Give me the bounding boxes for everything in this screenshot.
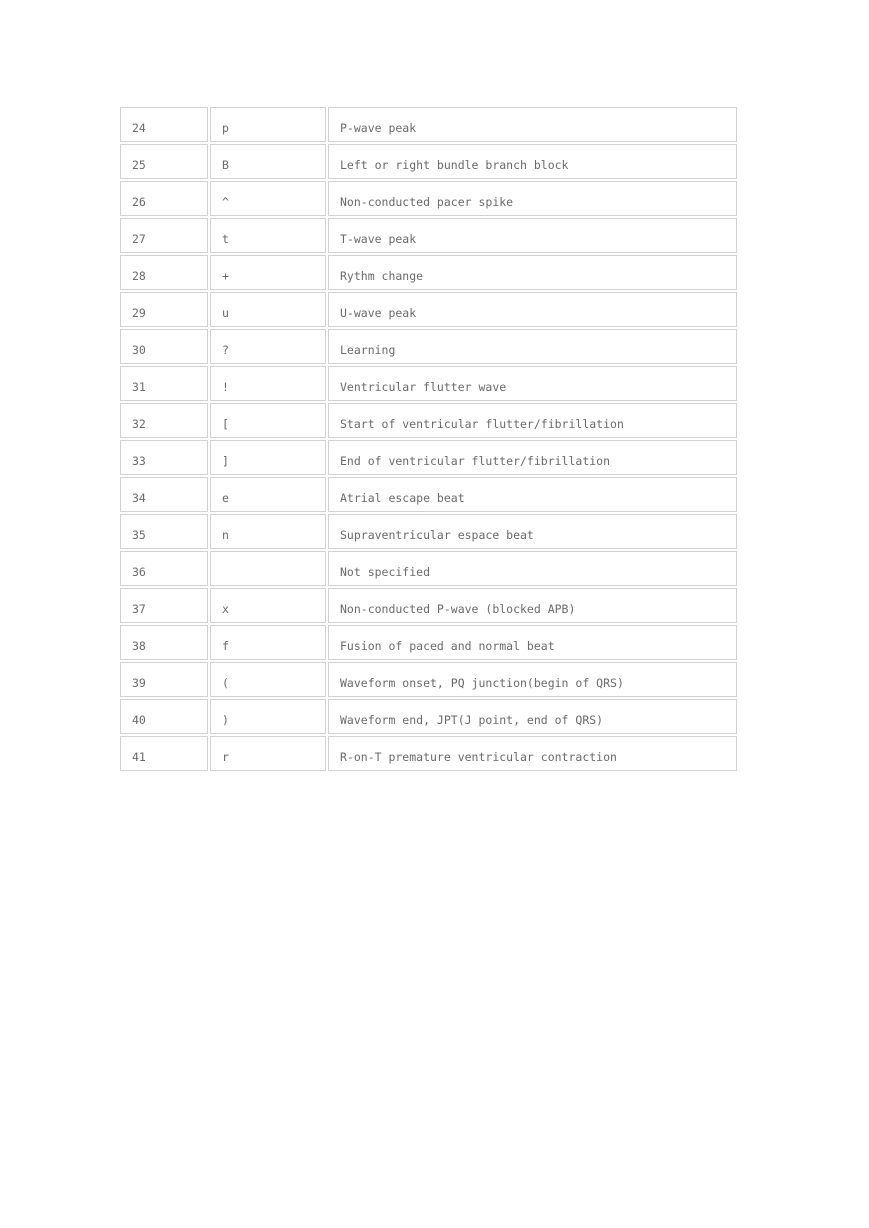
code-cell	[120, 403, 208, 438]
code-cell	[120, 218, 208, 253]
table-row	[120, 625, 737, 660]
description-cell	[328, 551, 737, 586]
code-cell-text: 28	[132, 268, 146, 283]
code-cell-text: 36	[132, 564, 146, 579]
symbol-cell-text: [	[222, 416, 229, 431]
description-cell-text: R-on-T premature ventricular contraction	[340, 749, 617, 764]
symbol-cell	[210, 107, 326, 142]
symbol-cell-text: r	[222, 749, 229, 764]
description-cell	[328, 255, 737, 290]
table-body	[120, 107, 737, 771]
code-cell-text: 35	[132, 527, 146, 542]
table-row	[120, 107, 737, 142]
symbol-cell	[210, 255, 326, 290]
description-cell	[328, 366, 737, 401]
symbol-cell	[210, 440, 326, 475]
description-cell-text: U-wave peak	[340, 305, 417, 320]
code-cell-text: 38	[132, 638, 146, 653]
symbol-cell-text: )	[222, 712, 229, 727]
description-cell	[328, 662, 737, 697]
symbol-cell	[210, 514, 326, 549]
description-cell	[328, 736, 737, 771]
code-cell	[120, 144, 208, 179]
code-cell	[120, 329, 208, 364]
symbol-cell-text: e	[222, 490, 229, 505]
description-cell	[328, 440, 737, 475]
description-cell-text: Fusion of paced and normal beat	[340, 638, 555, 653]
description-cell	[328, 514, 737, 549]
code-cell-text: 41	[132, 749, 146, 764]
code-cell-text: 27	[132, 231, 146, 246]
description-cell-text: Waveform onset, PQ junction(begin of QRS)	[340, 675, 624, 690]
symbol-cell-text: !	[222, 379, 229, 394]
description-cell-text: T-wave peak	[340, 231, 417, 246]
code-cell	[120, 736, 208, 771]
symbol-cell	[210, 625, 326, 660]
table-row	[120, 403, 737, 438]
code-cell-text: 31	[132, 379, 146, 394]
description-cell	[328, 144, 737, 179]
code-cell-text: 32	[132, 416, 146, 431]
symbol-cell-text: ?	[222, 342, 229, 357]
code-cell	[120, 107, 208, 142]
description-cell	[328, 292, 737, 327]
code-cell	[120, 699, 208, 734]
description-cell-text: Learning	[340, 342, 396, 357]
description-cell-text: Ventricular flutter wave	[340, 379, 507, 394]
table-row	[120, 514, 737, 549]
symbol-cell-text: u	[222, 305, 229, 320]
code-cell-text: 24	[132, 120, 146, 135]
symbol-cell	[210, 699, 326, 734]
code-cell	[120, 514, 208, 549]
code-cell-text: 26	[132, 194, 146, 209]
symbol-cell-text: B	[222, 157, 229, 172]
symbol-cell-text: n	[222, 527, 229, 542]
code-cell-text: 25	[132, 157, 146, 172]
table-row	[120, 329, 737, 364]
symbol-cell-text: t	[222, 231, 229, 246]
table-row	[120, 588, 737, 623]
table-row	[120, 699, 737, 734]
code-cell-text: 30	[132, 342, 146, 357]
description-cell-text: Start of ventricular flutter/fibrillation	[340, 416, 624, 431]
description-cell-text: Rythm change	[340, 268, 424, 283]
annotation-code-table	[118, 105, 739, 773]
description-cell	[328, 218, 737, 253]
symbol-cell	[210, 477, 326, 512]
symbol-cell	[210, 662, 326, 697]
description-cell	[328, 477, 737, 512]
description-cell-text: Waveform end, JPT(J point, end of QRS)	[340, 712, 604, 727]
description-cell-text: Non-conducted P-wave (blocked APB)	[340, 601, 576, 616]
table-row	[120, 144, 737, 179]
symbol-cell	[210, 181, 326, 216]
code-cell	[120, 292, 208, 327]
description-cell-text: Non-conducted pacer spike	[340, 194, 514, 209]
symbol-cell	[210, 366, 326, 401]
code-cell-text: 29	[132, 305, 146, 320]
symbol-cell	[210, 403, 326, 438]
code-cell-text: 37	[132, 601, 146, 616]
description-cell	[328, 625, 737, 660]
code-cell	[120, 551, 208, 586]
table-row	[120, 551, 737, 586]
description-cell	[328, 588, 737, 623]
table-row	[120, 181, 737, 216]
description-cell-text: Supraventricular espace beat	[340, 527, 534, 542]
code-cell-text: 40	[132, 712, 146, 727]
description-cell-text: End of ventricular flutter/fibrillation	[340, 453, 611, 468]
table-row	[120, 366, 737, 401]
description-cell	[328, 107, 737, 142]
code-cell	[120, 255, 208, 290]
description-cell	[328, 699, 737, 734]
symbol-cell	[210, 218, 326, 253]
description-cell-text: Left or right bundle branch block	[340, 157, 569, 172]
symbol-cell-text: ^	[222, 194, 229, 209]
symbol-cell	[210, 551, 326, 586]
description-cell-text: P-wave peak	[340, 120, 417, 135]
table-row	[120, 736, 737, 771]
symbol-cell	[210, 329, 326, 364]
description-cell-text: Atrial escape beat	[340, 490, 465, 505]
symbol-cell	[210, 144, 326, 179]
code-cell	[120, 588, 208, 623]
symbol-cell-text: p	[222, 120, 229, 135]
code-cell-text: 34	[132, 490, 146, 505]
symbol-cell-text: (	[222, 675, 229, 690]
table-row	[120, 218, 737, 253]
symbol-cell-text: x	[222, 601, 229, 616]
code-cell	[120, 662, 208, 697]
code-cell	[120, 440, 208, 475]
code-cell	[120, 181, 208, 216]
code-cell	[120, 625, 208, 660]
table-row	[120, 292, 737, 327]
code-cell-text: 33	[132, 453, 146, 468]
table-row	[120, 255, 737, 290]
symbol-cell-text: ]	[222, 453, 229, 468]
symbol-cell-text: +	[222, 268, 229, 283]
code-cell-text: 39	[132, 675, 146, 690]
description-cell	[328, 403, 737, 438]
description-cell-text: Not specified	[340, 564, 431, 579]
symbol-cell-text: f	[222, 638, 229, 653]
symbol-cell	[210, 292, 326, 327]
description-cell	[328, 329, 737, 364]
code-cell	[120, 477, 208, 512]
table-row	[120, 477, 737, 512]
table-row	[120, 440, 737, 475]
table-row	[120, 662, 737, 697]
symbol-cell	[210, 736, 326, 771]
description-cell	[328, 181, 737, 216]
symbol-cell	[210, 588, 326, 623]
code-cell	[120, 366, 208, 401]
